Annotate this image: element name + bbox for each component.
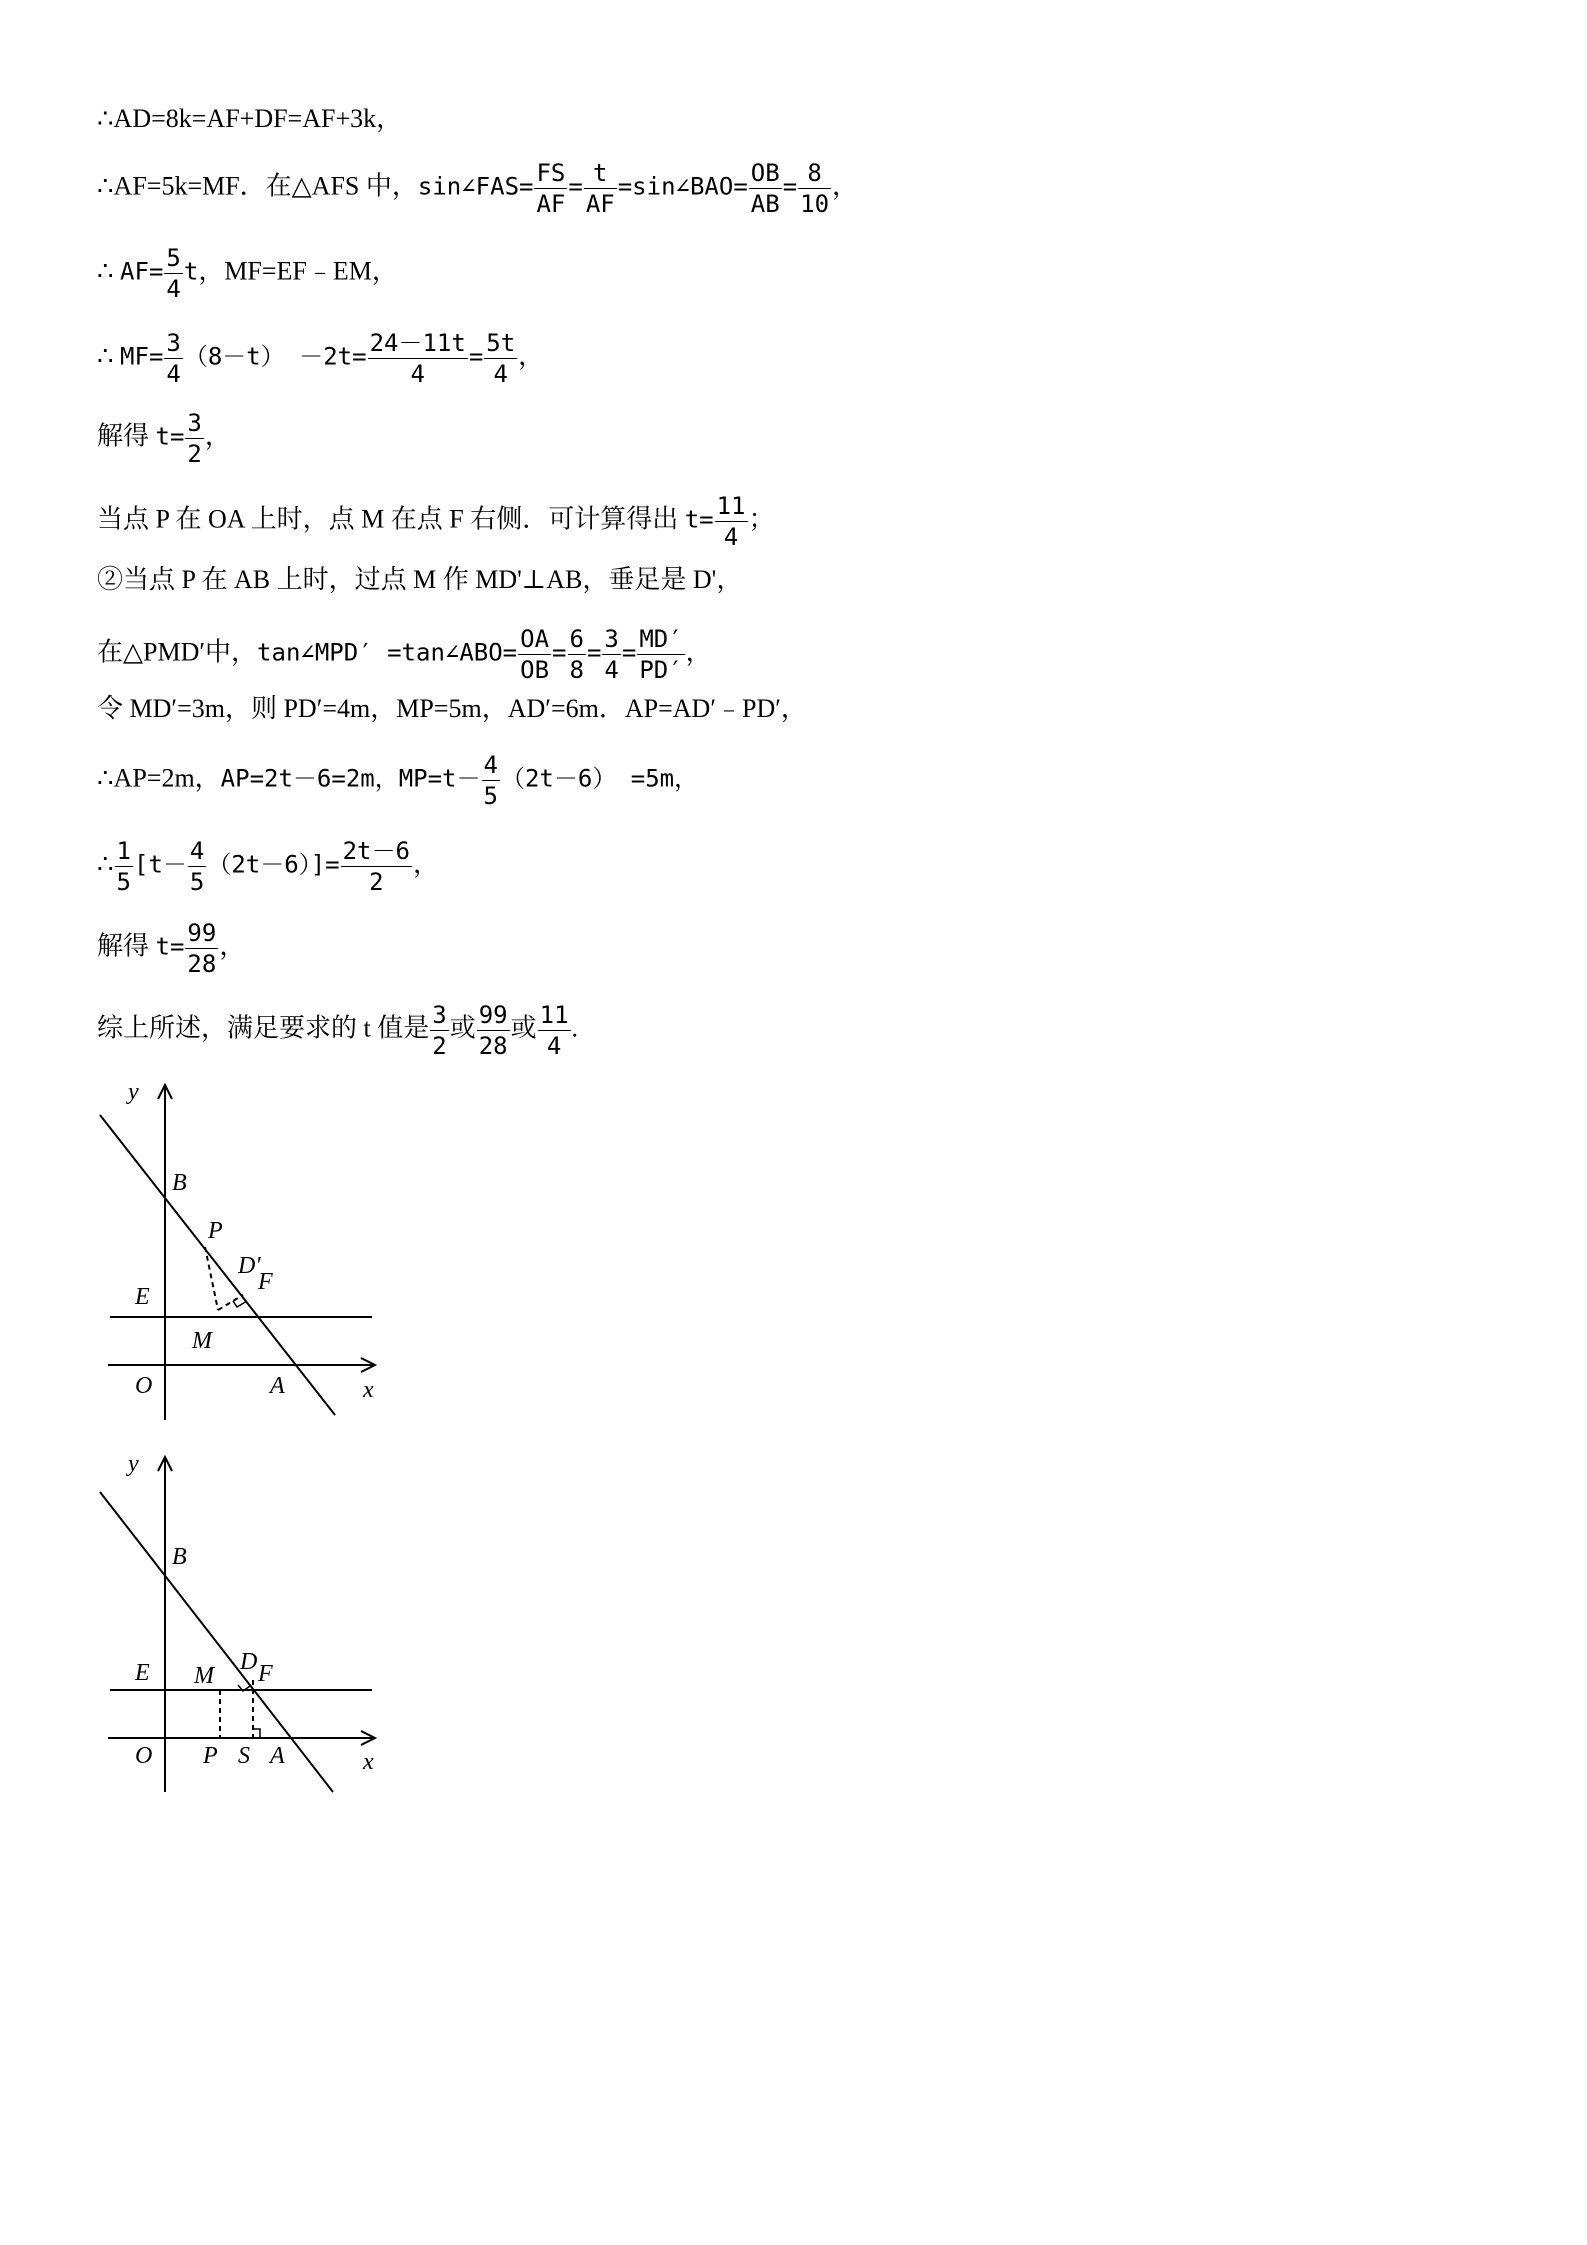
fraction-t-af: $\frac{t}{AF}$ xyxy=(585,159,615,218)
label-a: A xyxy=(270,1373,285,1399)
label-s: S xyxy=(238,1743,250,1769)
line-1-text: ∴AD=8k=AF+DF=AF+3k， xyxy=(97,104,403,133)
solution-line-9: 令 MD′=3m，则 PD′=4m，MP=5m，AD′=6m．AP=AD′﹣PD′， xyxy=(97,694,807,723)
fraction-oa-ob: $\frac{OA}{OB}$ xyxy=(520,625,550,684)
label-x: x xyxy=(363,1749,374,1775)
fraction-99-28: $\frac{99}{28}$ xyxy=(187,919,217,978)
label-a: A xyxy=(270,1743,285,1769)
solution-line-11: ∴ $\frac{1}{5}$ [t－ $\frac{4}{5}$ （2t－6）]= $\frac{2t-6}{2}$ ， xyxy=(97,837,439,896)
fraction-6-8: $\frac{6}{8}$ xyxy=(569,625,584,684)
line-2-text: ∴AF=5k=MF．在△AFS 中， xyxy=(97,171,418,201)
fraction-5-4: $\frac{5}{4}$ xyxy=(166,244,181,303)
solution-line-3: ∴ AF= $\frac{5}{4}$ t，MF=EF﹣EM， xyxy=(97,244,398,303)
label-b: B xyxy=(172,1544,187,1570)
figure-1 xyxy=(90,1075,390,1430)
line-2-formula: sin∠FAS= xyxy=(417,172,534,201)
fraction-1-5: $\frac{1}{5}$ xyxy=(116,837,131,896)
segment-md xyxy=(218,1295,243,1310)
fraction-ob-ab: $\frac{OB}{AB}$ xyxy=(750,159,780,218)
label-d: D xyxy=(240,1649,258,1675)
fraction-8-10: $\frac{8}{10}$ xyxy=(800,159,830,218)
answer-fraction-99-28: $\frac{99}{28}$ xyxy=(478,1001,508,1060)
fraction-5t-4: $\frac{5t}{4}$ xyxy=(486,329,516,388)
solution-line-7: ②当点 P 在 AB 上时，过点 M 作 MD'⊥AB，垂足是 D'， xyxy=(97,565,743,594)
fraction-2t-6-2: $\frac{2t-6}{2}$ xyxy=(342,837,410,896)
fraction-4-5-b: $\frac{4}{5}$ xyxy=(189,837,205,896)
right-angle-mark xyxy=(233,1301,247,1307)
solution-line-2: ∴AF=5k=MF．在△AFS 中，sin∠FAS= $\frac{FS}{AF}$ = $\frac{t}{AF}$ =sin∠BAO= $\frac{OB}{AB}$ = $\frac{8}{10}$ ， xyxy=(97,159,859,218)
label-m: M xyxy=(194,1663,214,1689)
line-ab xyxy=(100,1115,335,1415)
fraction-md-pd: $\frac{MD'}{PD'}$ xyxy=(639,625,683,684)
fraction-11-4: $\frac{11}{4}$ xyxy=(716,492,746,551)
label-b: B xyxy=(172,1170,187,1196)
fraction-3-4: $\frac{3}{4}$ xyxy=(166,329,181,388)
label-y: y xyxy=(128,1079,139,1105)
label-m: M xyxy=(192,1328,212,1354)
solution-line-1 xyxy=(97,99,402,139)
label-e: E xyxy=(135,1284,150,1310)
solution-line-6: 当点 P 在 OA 上时，点 M 在点 F 右侧．可计算得出 t= $\frac{11}{4}$ ； xyxy=(97,492,775,551)
solution-line-8: 在△PMD′中，tan∠MPD′ =tan∠ABO= $\frac{OA}{OB}$ = $\frac{6}{8}$ = $\frac{3}{4}$ = $\frac{MD'}{PD'}$ ， xyxy=(97,625,712,684)
label-f: F xyxy=(258,1269,273,1295)
label-o: O xyxy=(135,1743,153,1769)
label-y: y xyxy=(128,1451,139,1477)
solution-line-12: 解得 t= $\frac{99}{28}$ ， xyxy=(97,919,246,978)
label-d: D′ xyxy=(238,1253,261,1279)
fraction-3-2: $\frac{3}{2}$ xyxy=(187,409,202,468)
label-e: E xyxy=(135,1660,150,1686)
solution-line-5: 解得 t= $\frac{3}{2}$ ， xyxy=(97,409,231,468)
label-p: P xyxy=(208,1218,223,1244)
answer-fraction-11-4: $\frac{11}{4}$ xyxy=(539,1001,569,1060)
fraction-fs-af: $\frac{FS}{AF}$ xyxy=(536,159,566,218)
right-angle-mark-s xyxy=(253,1729,260,1738)
fraction-4-5: $\frac{4}{5}$ xyxy=(483,751,498,810)
label-x: x xyxy=(363,1377,374,1403)
fraction-3-4-b: $\frac{3}{4}$ xyxy=(604,625,619,684)
fraction-24-11t-4: $\frac{24-11t}{4}$ xyxy=(369,329,466,388)
figure-2 xyxy=(90,1447,390,1802)
answer-fraction-3-2: $\frac{3}{2}$ xyxy=(432,1001,447,1060)
solution-line-13: 综上所述，满足要求的 t 值是 $\frac{3}{2}$ 或 $\frac{99}{28}$ 或 $\frac{11}{4}$ . xyxy=(97,1001,579,1060)
label-f: F xyxy=(258,1661,273,1687)
solution-line-10: ∴AP=2m，AP=2t－6=2m，MP=t－ $\frac{4}{5}$ （2t－6） =5m， xyxy=(97,751,699,810)
label-p: P xyxy=(203,1743,218,1769)
solution-line-4: ∴ MF= $\frac{3}{4}$ （8－t） －2t= $\frac{24-11t}{4}$ = $\frac{5t}{4}$ ， xyxy=(97,329,545,388)
label-o: O xyxy=(135,1373,153,1399)
